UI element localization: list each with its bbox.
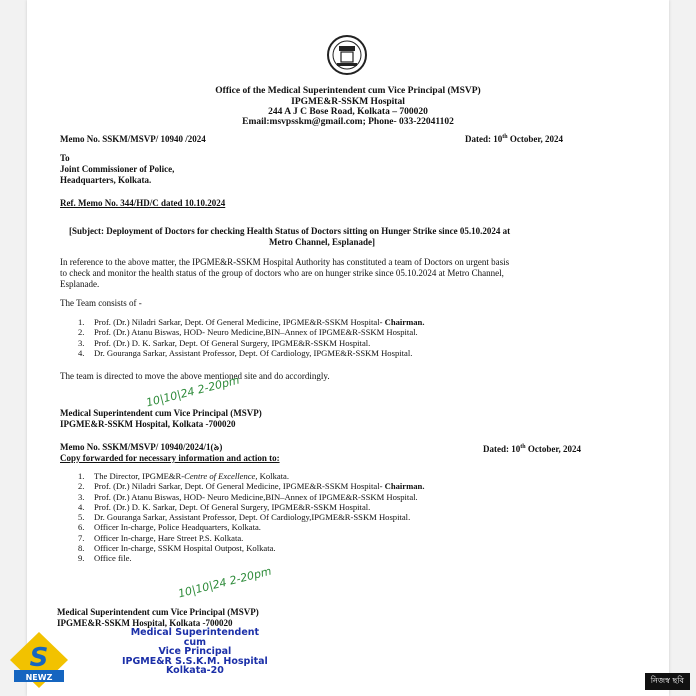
list-item-number: 8. xyxy=(78,543,85,554)
reference-line: Ref. Memo No. 344/HD/C dated 10.10.2024 xyxy=(60,198,226,208)
s-newz-logo-icon xyxy=(8,630,70,690)
copy-forwarded-heading: Copy forwarded for necessary information and action to: xyxy=(60,453,280,463)
list-item-main: Prof. (Dr.) D. K. Sarkar, Dept. Of General Surgery, IPGME&R-SSKM Hospital. xyxy=(94,501,371,512)
memo-date-copy: Dated: 10th October, 2024 xyxy=(483,444,582,454)
letter-page xyxy=(27,0,669,696)
hospital-name: IPGME&R-SSKM Hospital xyxy=(291,97,405,107)
team-list xyxy=(78,318,424,359)
photo-credit-badge: নিজস্ব ছবি xyxy=(645,673,690,690)
memo-date: Dated: 10th October, 2024 xyxy=(465,134,564,144)
handwritten-signature-copy: 10|10|24 2-20pm xyxy=(176,564,273,601)
signatory-copy-line-2: IPGME&R-SSKM Hospital, Kolkata -700020 xyxy=(57,618,233,628)
official-stamp xyxy=(122,628,268,676)
memo-number: Memo No. SSKM/MSVP/ 10940 /2024 xyxy=(60,134,206,144)
list-item-italic: Centre of Excellence xyxy=(184,471,256,481)
directive-line: The team is directed to move the above mentioned site and do accordingly. xyxy=(60,371,330,381)
list-item-number: 6. xyxy=(78,522,85,533)
contact-line: Email:msvpsskm@gmail.com; Phone- 033-22041102 xyxy=(242,117,454,127)
signatory-line-2: IPGME&R-SSKM Hospital, Kolkata -700020 xyxy=(60,419,236,429)
list-item-main: Prof. (Dr.) Atanu Biswas, HOD- Neuro Medicine,BIN–Annex of IPGME&R-SSKM Hospital. xyxy=(94,491,418,502)
list-item-main: Dr. Gouranga Sarkar, Assistant Professor, Dept. Of Cardiology,IPGME&R-SSKM Hospital. xyxy=(94,512,411,523)
stamp-line-4: IPGME&R S.S.K.M. Hospital xyxy=(122,655,268,667)
stamp-line-1: Medical Superintendent xyxy=(130,627,260,638)
signatory-copy-line-1: Medical Superintendent cum Vice Principal (MSVP) xyxy=(57,607,259,617)
handwritten-signature: 10|10|24 2-20pm xyxy=(144,373,241,410)
list-item-suffix: , Kolkata. xyxy=(255,471,290,481)
list-item-text xyxy=(94,554,132,564)
list-item-number: 4. xyxy=(78,347,85,358)
subject-line-2: Metro Channel, Esplanade] xyxy=(268,237,376,247)
list-item-number: 3. xyxy=(78,337,85,348)
to-label: To xyxy=(60,153,70,163)
list-item-main: Office file. xyxy=(94,553,132,564)
stamp-line-2: cum xyxy=(183,636,207,648)
stamp-line-5: Kolkata-20 xyxy=(165,665,224,676)
list-item-main: Officer In-charge, SSKM Hospital Outpost, Kolkata. xyxy=(94,543,276,554)
list-item-text xyxy=(94,349,412,359)
list-item-main: Prof. (Dr.) D. K. Sarkar, Dept. Of General Surgery, IPGME&R-SSKM Hospital. xyxy=(94,337,371,348)
list-item-main: Dr. Gouranga Sarkar, Assistant Professor, Dept. Of Cardiology, IPGME&R-SSKM Hospital. xyxy=(94,347,413,358)
list-item-number: 1. xyxy=(78,471,85,481)
logo-word: NEWZ xyxy=(25,673,53,682)
signatory-line-1: Medical Superintendent cum Vice Principal (MSVP) xyxy=(60,408,262,418)
recipient-line-1: Joint Commissioner of Police, xyxy=(60,164,175,174)
hospital-address: 244 A J C Bose Road, Kolkata – 700020 xyxy=(268,107,428,117)
body-line-2: to check and monitor the health status of the group of doctors who are on hunger strike since 05.10.2024 at Metro Channel, xyxy=(60,268,504,278)
list-item-number: 4. xyxy=(78,501,85,512)
copy-list xyxy=(78,472,424,565)
list-item-main: The Director, IPGME&R- xyxy=(94,471,185,481)
list-item xyxy=(78,349,424,359)
chairman-label: Chairman. xyxy=(384,481,425,492)
list-item-number: 5. xyxy=(78,512,85,523)
list-item-number: 7. xyxy=(78,532,85,543)
list-item-main: Prof. (Dr.) Niladri Sarkar, Dept. Of General Medicine, IPGME&R-SSKM Hospital- xyxy=(94,481,385,492)
memo-number-copy: Memo No. SSKM/MSVP/ 10940/2024/1(৯) xyxy=(60,442,223,452)
subject-line-1: [Subject: Deployment of Doctors for checking Health Status of Doctors sitting on Hunger Strike since 05.10.2024 at xyxy=(69,226,511,236)
chairman-label: Chairman. xyxy=(384,317,425,327)
logo-letter: S xyxy=(29,643,49,673)
list-item-number: 1. xyxy=(78,317,85,327)
list-item-number: 2. xyxy=(78,327,85,338)
list-item-main: Prof. (Dr.) Atanu Biswas, HOD- Neuro Medicine,BIN–Annex of IPGME&R-SSKM Hospital. xyxy=(94,327,418,338)
list-item-main: Officer In-charge, Police Headquarters, Kolkata. xyxy=(94,522,261,533)
list-item xyxy=(78,554,424,564)
office-title: Office of the Medical Superintendent cum Vice Principal (MSVP) xyxy=(215,86,481,96)
state-emblem-icon xyxy=(319,32,375,78)
list-item-main: Prof. (Dr.) Niladri Sarkar, Dept. Of General Medicine, IPGME&R-SSKM Hospital- xyxy=(94,317,385,327)
recipient-line-2: Headquarters, Kolkata. xyxy=(60,175,152,185)
list-item-number: 9. xyxy=(78,553,85,564)
list-item-number: 3. xyxy=(78,491,85,502)
body-line-3: Esplanade. xyxy=(60,279,100,289)
team-intro: The Team consists of - xyxy=(60,298,142,308)
stamp-line-3: Vice Principal xyxy=(158,646,232,657)
list-item-main: Officer In-charge, Hare Street P.S. Kolkata. xyxy=(94,532,244,543)
body-line-1: In reference to the above matter, the IPGME&R-SSKM Hospital Authority has constituted a team of Doctors on urgent basis xyxy=(60,257,510,267)
list-item-number: 2. xyxy=(78,481,85,492)
